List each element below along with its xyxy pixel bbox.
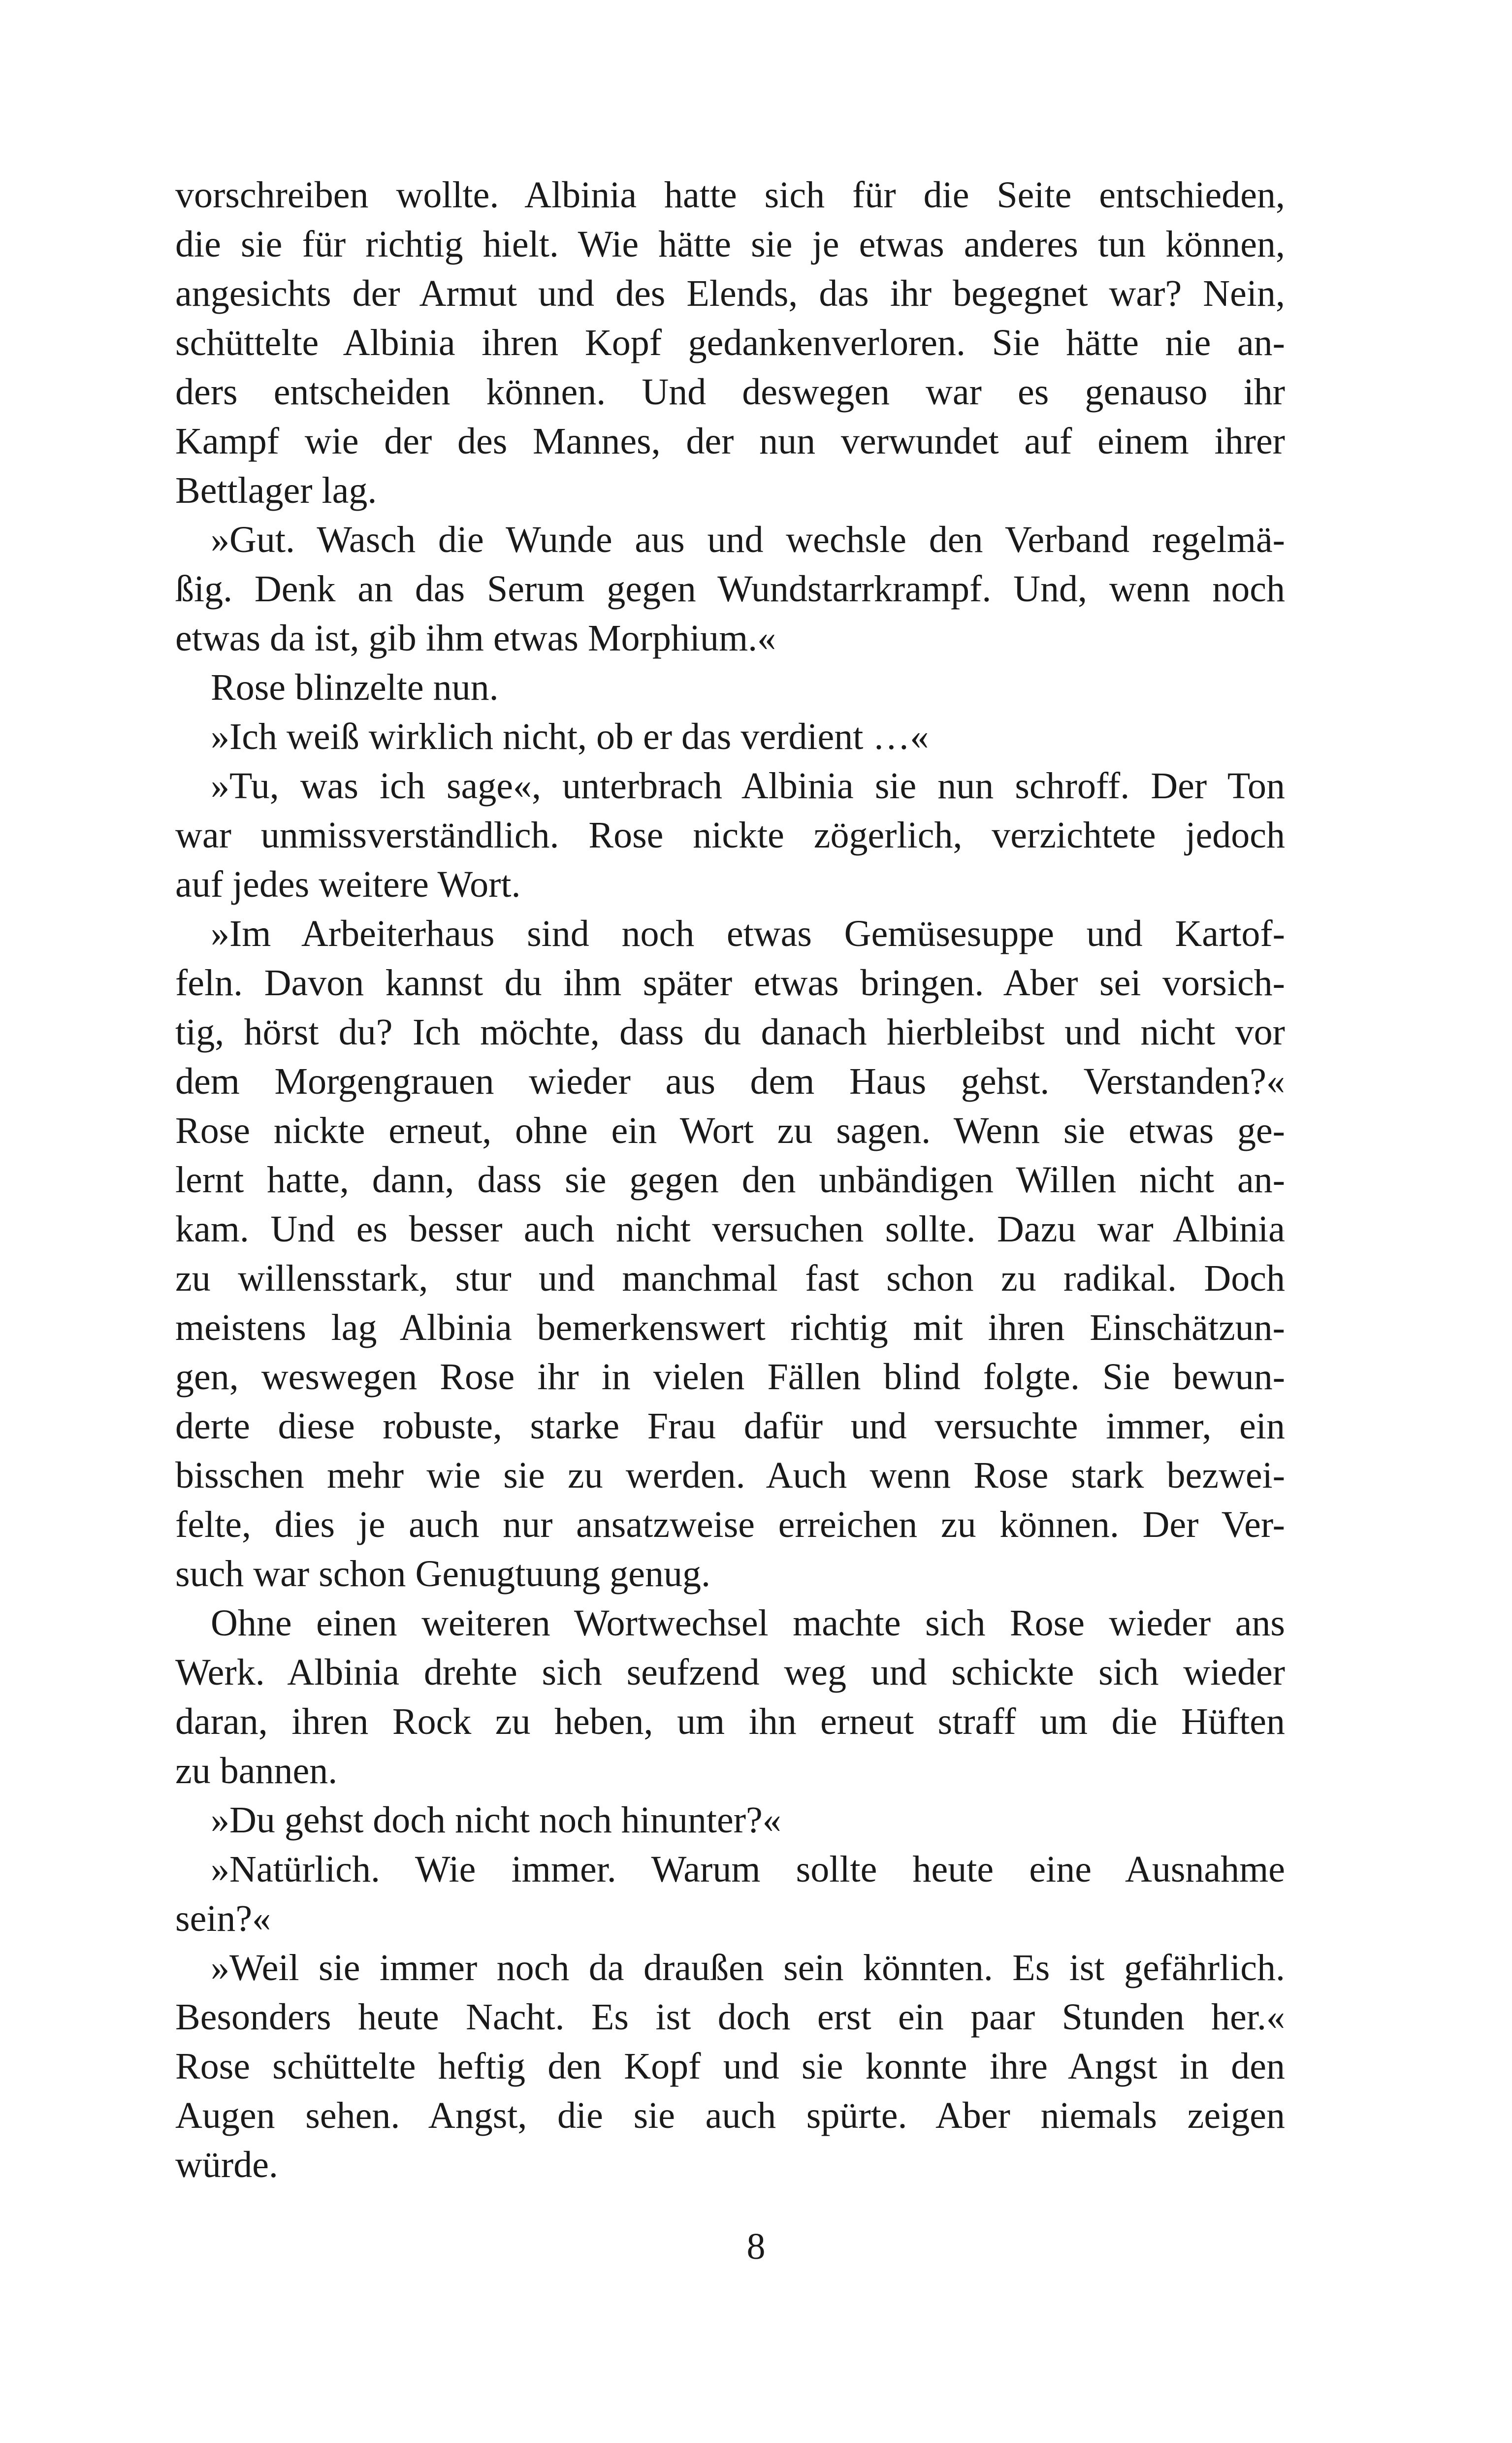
text-line: Rose schüttelte heftig den Kopf und sie konnte ihre Angst in den xyxy=(175,2046,1285,2087)
text-line: Ohne einen weiteren Wortwechsel machte sich Rose wieder ans xyxy=(211,1602,1285,1644)
text-line: such war schon Genugtuung genug. xyxy=(175,1553,711,1595)
text-line: tig, hörst du? Ich möchte, dass du danach hierbleibst und nicht vor xyxy=(175,1011,1285,1053)
text-line: schüttelte Albinia ihren Kopf gedankenverloren. Sie hätte nie an- xyxy=(175,322,1285,363)
text-line: daran, ihren Rock zu heben, um ihn erneut straff um die Hüften xyxy=(175,1701,1285,1742)
page-number: 8 xyxy=(746,2226,766,2267)
text-line: Rose blinzelte nun. xyxy=(211,667,499,708)
text-line: »Tu, was ich sage«, unterbrach Albinia sie nun schroff. Der Ton xyxy=(211,765,1285,807)
text-line: zu willensstark, stur und manchmal fast schon zu radikal. Doch xyxy=(175,1258,1285,1299)
text-line: gen, weswegen Rose ihr in vielen Fällen blind folgte. Sie bewun- xyxy=(175,1356,1285,1398)
text-line: meistens lag Albinia bemerkenswert richtig mit ihren Einschätzun- xyxy=(175,1307,1285,1348)
text-line: würde. xyxy=(175,2144,278,2185)
text-line: Rose nickte erneut, ohne ein Wort zu sagen. Wenn sie etwas ge- xyxy=(175,1110,1285,1151)
text-line: »Gut. Wasch die Wunde aus und wechsle den Verband regelmä- xyxy=(211,519,1285,560)
text-line: vorschreiben wollte. Albinia hatte sich für die Seite entschieden, xyxy=(175,174,1285,216)
text-line: kam. Und es besser auch nicht versuchen sollte. Dazu war Albinia xyxy=(175,1208,1285,1250)
body-text xyxy=(175,170,1285,2189)
text-line: auf jedes weitere Wort. xyxy=(175,864,521,905)
text-line: »Im Arbeiterhaus sind noch etwas Gemüsesuppe und Kartof- xyxy=(211,913,1285,954)
text-line: bisschen mehr wie sie zu werden. Auch wenn Rose stark bezwei- xyxy=(175,1455,1285,1496)
text-line: »Ich weiß wirklich nicht, ob er das verdient …« xyxy=(211,716,929,757)
text-line: dem Morgengrauen wieder aus dem Haus gehst. Verstanden?« xyxy=(175,1061,1285,1102)
text-line: Augen sehen. Angst, die sie auch spürte. Aber niemals zeigen xyxy=(175,2095,1285,2136)
text-line: feln. Davon kannst du ihm später etwas bringen. Aber sei vorsich- xyxy=(175,962,1285,1004)
text-line: Bettlager lag. xyxy=(175,470,377,511)
text-line: angesichts der Armut und des Elends, das ihr begegnet war? Nein, xyxy=(175,273,1285,314)
text-line: die sie für richtig hielt. Wie hätte sie je etwas anderes tun können, xyxy=(175,224,1285,265)
text-line: derte diese robuste, starke Frau dafür und versuchte immer, ein xyxy=(175,1405,1285,1447)
text-line: ßig. Denk an das Serum gegen Wundstarrkrampf. Und, wenn noch xyxy=(175,568,1285,610)
text-line: Besonders heute Nacht. Es ist doch erst ein paar Stunden her.« xyxy=(175,1996,1285,2038)
text-line: ders entscheiden können. Und deswegen war es genauso ihr xyxy=(175,371,1285,413)
text-line: Werk. Albinia drehte sich seufzend weg und schickte sich wieder xyxy=(175,1652,1285,1693)
text-line: Kampf wie der des Mannes, der nun verwundet auf einem ihrer xyxy=(175,421,1285,462)
text-line: zu bannen. xyxy=(175,1750,338,1792)
text-line: felte, dies je auch nur ansatzweise erreichen zu können. Der Ver- xyxy=(175,1504,1285,1545)
text-line: »Du gehst doch nicht noch hinunter?« xyxy=(211,1799,781,1841)
text-line: etwas da ist, gib ihm etwas Morphium.« xyxy=(175,618,776,659)
text-line: »Natürlich. Wie immer. Warum sollte heute eine Ausnahme xyxy=(211,1849,1285,1890)
text-line: sein?« xyxy=(175,1898,271,1939)
text-line: »Weil sie immer noch da draußen sein könnten. Es ist gefährlich. xyxy=(211,1947,1285,1988)
text-line: war unmissverständlich. Rose nickte zögerlich, verzichtete jedoch xyxy=(175,814,1285,856)
text-line: lernt hatte, dann, dass sie gegen den unbändigen Willen nicht an- xyxy=(175,1159,1285,1201)
